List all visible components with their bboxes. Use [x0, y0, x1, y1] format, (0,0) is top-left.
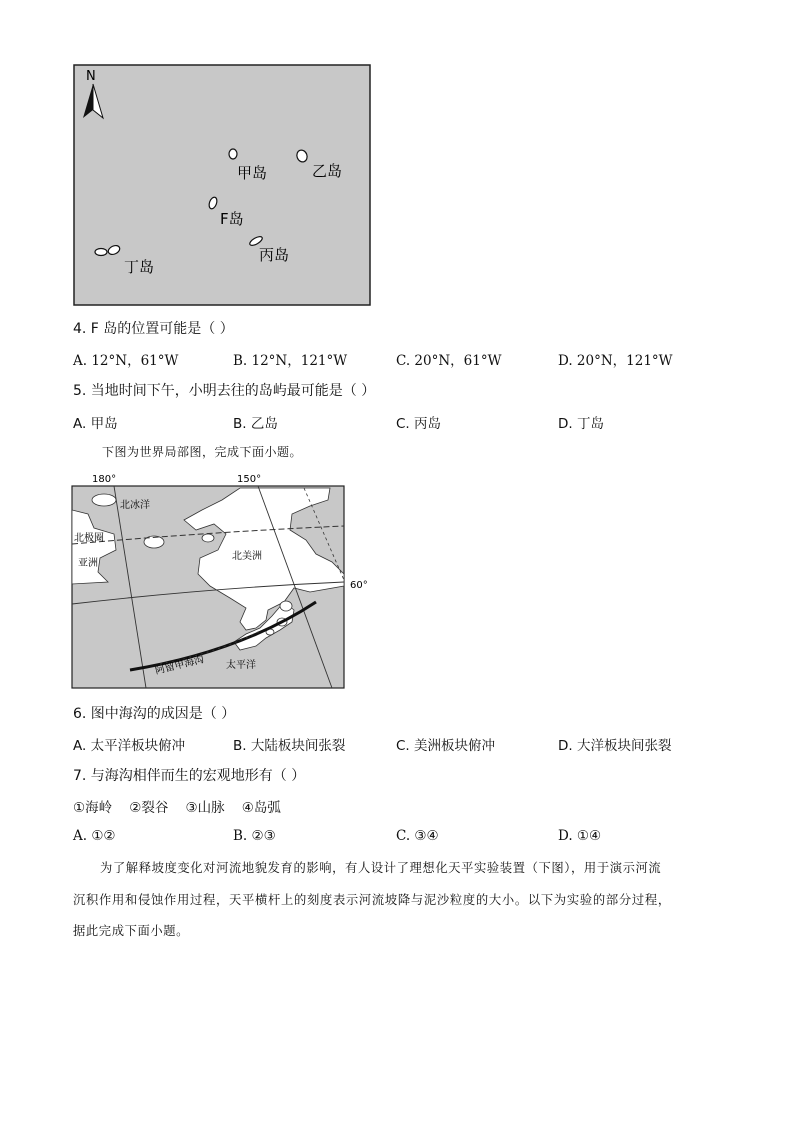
- q6-option-a[interactable]: A. 太平洋板块俯冲: [73, 738, 186, 754]
- q5-option-c[interactable]: C. 丙岛: [396, 416, 442, 432]
- jia-island-label: 甲岛: [237, 164, 268, 182]
- lon-180-label: 180°: [92, 474, 117, 485]
- q6-option-b[interactable]: B. 大陆板块间张裂: [233, 738, 346, 754]
- q6-stem: 6. 图中海沟的成因是（ ）: [73, 706, 236, 722]
- arctic-ocean-label: 北冰洋: [120, 500, 150, 511]
- q7-option-b[interactable]: B. ②③: [233, 828, 276, 844]
- passage-line-3: 据此完成下面小题。: [73, 924, 190, 938]
- q5-option-d[interactable]: D. 丁岛: [558, 416, 604, 432]
- q4-stem: 4. F 岛的位置可能是（ ）: [73, 321, 234, 337]
- passage-line-2: 沉积作用和侵蚀作用过程，天平横杆上的刻度表示河流坡降与泥沙粒度的大小。以下为实验的部分过程，: [73, 893, 671, 907]
- lon-150-label: 150°: [237, 474, 262, 485]
- ding-island-label: 丁岛: [124, 258, 155, 276]
- arctic-circle-label: 北极圈: [74, 533, 104, 544]
- q6-option-d[interactable]: D. 大洋板块间张裂: [558, 738, 672, 754]
- q7-stem: 7. 与海沟相伴而生的宏观地形有（ ）: [73, 768, 306, 784]
- asia-label: 亚洲: [78, 558, 98, 569]
- q7-option-a[interactable]: A. ①②: [73, 828, 116, 844]
- q7-option-d[interactable]: D. ①④: [558, 828, 602, 844]
- q5-option-b[interactable]: B. 乙岛: [233, 416, 278, 432]
- passage-line-1: 为了解释坡度变化对河流地貌发育的影响，有人设计了理想化天平实验装置（下图），用于演示河流: [100, 861, 662, 875]
- aleutian-map: [70, 470, 370, 692]
- q7-option-c[interactable]: C. ③④: [396, 828, 439, 844]
- north-label: N: [86, 69, 96, 84]
- lat-60-label: 60°: [350, 580, 368, 591]
- north-america-label: 北美洲: [232, 551, 262, 562]
- q5-option-a[interactable]: A. 甲岛: [73, 416, 118, 432]
- yi-island-label: 乙岛: [312, 162, 343, 180]
- q4-option-b[interactable]: B. 12°N，121°W: [233, 353, 348, 369]
- q7-items: ①海岭 ②裂谷 ③山脉 ④岛弧: [73, 800, 281, 816]
- map2-frame: [72, 486, 344, 688]
- trench-label: 阿留申海沟: [154, 654, 206, 677]
- q4-option-a[interactable]: A. 12°N，61°W: [73, 353, 179, 369]
- q4-option-d[interactable]: D. 20°N，121°W: [558, 353, 673, 369]
- pacific-label: 太平洋: [226, 660, 256, 671]
- map2-intro: 下图为世界局部图，完成下面小题。: [102, 445, 303, 459]
- q6-option-c[interactable]: C. 美洲板块俯冲: [396, 738, 496, 754]
- bing-island-label: 丙岛: [259, 246, 290, 264]
- f-island-label: F岛: [220, 210, 244, 228]
- q4-option-c[interactable]: C. 20°N，61°W: [396, 353, 502, 369]
- q5-stem: 5. 当地时间下午，小明去往的岛屿最可能是（ ）: [73, 383, 376, 399]
- jia-island-shape: [229, 149, 237, 159]
- island-map: [73, 64, 371, 306]
